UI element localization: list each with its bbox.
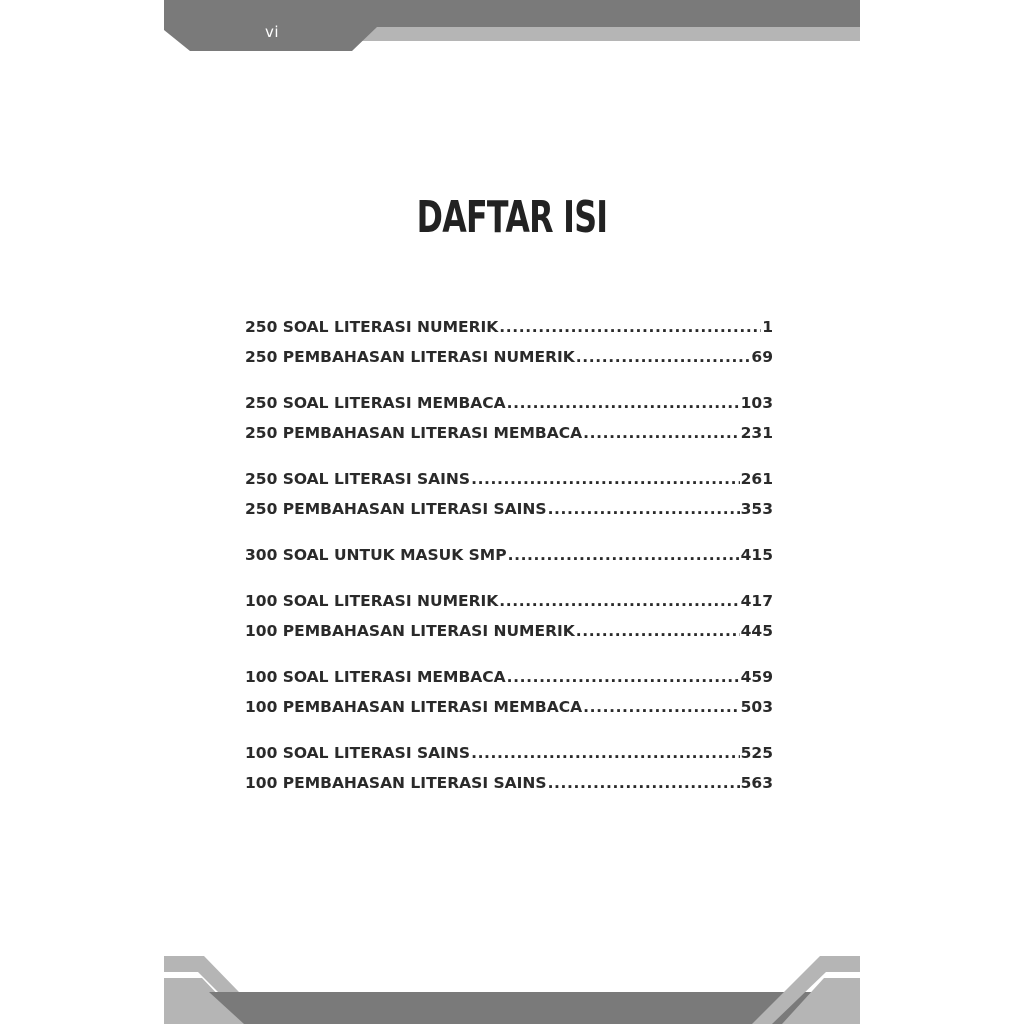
table-of-contents <box>245 318 773 820</box>
toc-entry[interactable] <box>245 546 773 576</box>
toc-dot-leader <box>471 470 740 488</box>
toc-page-number: 261 <box>740 470 773 488</box>
toc-entry-title: 250 PEMBAHASAN LITERASI MEMBACA <box>245 424 583 442</box>
toc-entry-title: 250 PEMBAHASAN LITERASI NUMERIK <box>245 348 575 366</box>
toc-entry[interactable] <box>245 774 773 804</box>
toc-entry[interactable] <box>245 348 773 378</box>
toc-entry[interactable] <box>245 470 773 500</box>
toc-page-number: 445 <box>740 622 773 640</box>
toc-dot-leader <box>548 500 740 518</box>
toc-entry-title: 100 PEMBAHASAN LITERASI MEMBACA <box>245 698 583 716</box>
book-page <box>164 0 860 1024</box>
toc-page-number: 353 <box>740 500 773 518</box>
toc-entry[interactable] <box>245 698 773 728</box>
toc-dot-leader <box>508 546 740 564</box>
toc-entry[interactable] <box>245 668 773 698</box>
toc-group <box>245 744 773 804</box>
toc-entry-title: 100 SOAL LITERASI NUMERIK <box>245 592 499 610</box>
toc-dot-leader <box>583 698 740 716</box>
toc-page-number: 459 <box>740 668 773 686</box>
toc-page-number: 103 <box>740 394 773 412</box>
toc-group <box>245 668 773 728</box>
toc-entry[interactable] <box>245 592 773 622</box>
toc-dot-leader <box>471 744 740 762</box>
toc-entry[interactable] <box>245 394 773 424</box>
toc-entry-title: 100 SOAL LITERASI MEMBACA <box>245 668 506 686</box>
toc-entry-title: 100 SOAL LITERASI SAINS <box>245 744 471 762</box>
toc-entry-title: 100 PEMBAHASAN LITERASI SAINS <box>245 774 547 792</box>
page-number: vi <box>265 23 280 41</box>
toc-entry-title: 300 SOAL UNTUK MASUK SMP <box>245 546 507 564</box>
toc-entry[interactable] <box>245 622 773 652</box>
toc-dot-leader <box>583 424 740 442</box>
toc-page-number: 417 <box>740 592 773 610</box>
toc-group <box>245 318 773 378</box>
toc-entry-title: 250 SOAL LITERASI MEMBACA <box>245 394 506 412</box>
toc-page-number: 503 <box>740 698 773 716</box>
toc-entry[interactable] <box>245 500 773 530</box>
toc-entry-title: 250 PEMBAHASAN LITERASI SAINS <box>245 500 547 518</box>
toc-page-number: 525 <box>740 744 773 762</box>
toc-group <box>245 470 773 530</box>
toc-page-number: 415 <box>740 546 773 564</box>
toc-entry-title: 250 SOAL LITERASI SAINS <box>245 470 471 488</box>
toc-page-number: 563 <box>740 774 773 792</box>
toc-dot-leader <box>499 318 761 336</box>
toc-page-number: 231 <box>740 424 773 442</box>
footer-decoration <box>164 950 860 1024</box>
toc-group <box>245 394 773 454</box>
toc-dot-leader <box>507 668 740 686</box>
toc-dot-leader <box>499 592 739 610</box>
toc-dot-leader <box>507 394 740 412</box>
toc-dot-leader <box>576 622 740 640</box>
toc-entry[interactable] <box>245 318 773 348</box>
toc-group <box>245 592 773 652</box>
toc-page-number: 1 <box>762 318 773 336</box>
toc-group <box>245 546 773 576</box>
toc-dot-leader <box>576 348 751 366</box>
toc-entry[interactable] <box>245 744 773 774</box>
toc-entry-title: 100 PEMBAHASAN LITERASI NUMERIK <box>245 622 575 640</box>
toc-entry[interactable] <box>245 424 773 454</box>
toc-dot-leader <box>548 774 740 792</box>
toc-entry-title: 250 SOAL LITERASI NUMERIK <box>245 318 499 336</box>
page-title: DAFTAR ISI <box>416 192 608 243</box>
toc-page-number: 69 <box>751 348 773 366</box>
